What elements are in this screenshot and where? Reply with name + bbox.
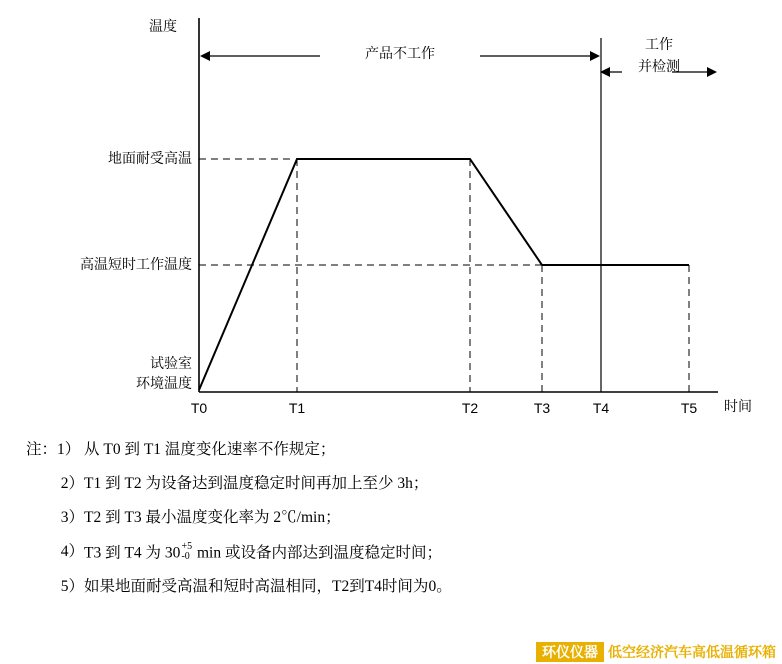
arrowhead-right-not-working [590, 51, 600, 61]
y-label-ground-high: 地面耐受高温 [108, 150, 192, 166]
note-marker: 5） [60, 578, 84, 596]
x-label-t3: T3 [533, 400, 551, 416]
note-item [26, 474, 756, 495]
x-label-t1: T1 [288, 400, 306, 416]
note-item [26, 542, 756, 564]
note-item [26, 508, 756, 529]
arrowhead-left-not-working [200, 51, 210, 61]
note-text: 如果地面耐受高温和短时高温相同，T2到T4时间为0。 [84, 578, 452, 596]
tolerance-fraction: +5 -0 [181, 540, 193, 562]
annotation-working-line1: 工作 [645, 36, 673, 52]
note-item [26, 577, 756, 598]
watermark [536, 640, 782, 664]
note-marker: 3） [60, 508, 84, 526]
x-label-t5: T5 [680, 400, 698, 416]
note-marker: 2） [60, 474, 84, 492]
x-label-t0: T0 [190, 400, 208, 416]
note-text: T1 到 T2 为设备达到温度稳定时间再加上至少 3h； [84, 474, 429, 492]
watermark-brand: 环仪仪器 [536, 642, 604, 662]
note-marker: 4） [60, 542, 84, 560]
note-text: T3 到 T4 为 30 +5 -0 min 或设备内部达到温度稳定时间； [84, 540, 442, 562]
note-text: T2 到 T3 最小温度变化率为 2℃/min； [84, 508, 341, 526]
x-axis-title: 时间 [724, 398, 752, 414]
note-text: 从 T0 到 T1 温度变化速率不作规定； [84, 441, 336, 458]
note-item [26, 440, 756, 461]
y-label-short-work: 高温短时工作温度 [80, 256, 192, 272]
y-axis-title: 温度 [149, 18, 177, 34]
x-label-t4: T4 [592, 400, 610, 416]
arrowhead-right-working [707, 67, 717, 77]
annotation-working-line2: 并检测 [638, 58, 680, 74]
note-prefix: 注：1） [26, 441, 81, 458]
temperature-curve [199, 159, 689, 390]
x-label-t2: T2 [461, 400, 479, 416]
annotation-not-working: 产品不工作 [320, 45, 480, 63]
y-label-ambient-line2: 环境温度 [136, 375, 192, 391]
notes-block [0, 432, 782, 611]
y-label-ambient-line1: 试验室 [150, 355, 192, 371]
watermark-text: 低空经济汽车高低温循环箱 [604, 642, 782, 662]
